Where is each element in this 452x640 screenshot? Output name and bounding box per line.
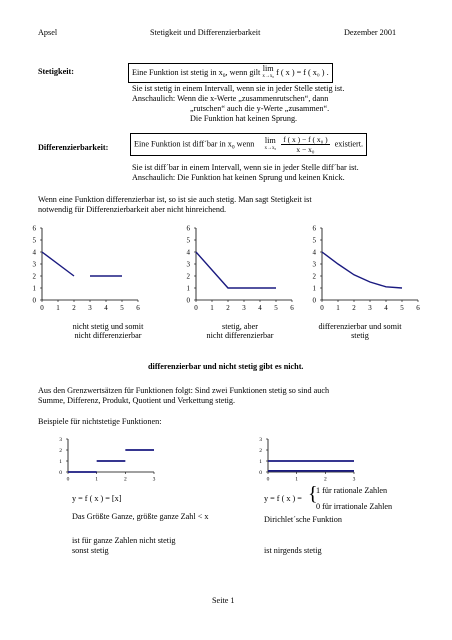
examples-heading: Beispiele für nichtstetige Funktionen:	[38, 417, 162, 426]
y-tick-label: 1	[312, 284, 316, 293]
x-tick-label: 2	[72, 304, 76, 312]
chart-dirichlet-function	[256, 434, 364, 486]
y-tick-label: 3	[59, 436, 62, 443]
x-tick-label: 2	[323, 476, 327, 483]
y-tick-label: 3	[312, 260, 316, 269]
stetigkeit-line5: Die Funktion hat keinen Sprung.	[190, 114, 298, 123]
stetigkeit-definition: Eine Funktion ist stetig in $x_0$, wenn gilt lim x→x₀ f ( x ) = f ( x₀ ) .	[128, 63, 333, 83]
y-tick-label: 0	[259, 469, 262, 476]
y-tick-label: 3	[259, 436, 262, 443]
x-tick-label: 1	[56, 304, 60, 312]
bold-statement: differenzierbar und nicht stetig gibt es nicht.	[148, 362, 304, 371]
differenzierbarkeit-label: Differenzierbarkeit:	[38, 143, 109, 152]
x-tick-label: 5	[120, 304, 124, 312]
stetigkeit-label: Stetigkeit:	[38, 67, 74, 76]
y-tick-label: 6	[32, 224, 36, 233]
differenzierbarkeit-line3: Anschaulich: Die Funktion hat keinen Sprung und keinen Knick.	[132, 173, 345, 182]
y-tick-label: 5	[32, 236, 36, 245]
x-tick-label: 1	[210, 304, 214, 312]
series-line-1	[322, 252, 402, 288]
x-tick-label: 5	[400, 304, 404, 312]
y-tick-label: 3	[32, 260, 36, 269]
y-tick-label: 1	[186, 284, 190, 293]
series-line-1	[196, 252, 276, 288]
x-tick-label: 0	[266, 476, 270, 483]
x-tick-label: 3	[152, 476, 156, 483]
example2-note: ist nirgends stetig	[264, 546, 322, 555]
x-tick-label: 6	[290, 304, 294, 312]
y-tick-label: 6	[186, 224, 190, 233]
y-tick-label: 2	[32, 272, 36, 281]
y-tick-label: 0	[32, 296, 36, 305]
y-tick-label: 0	[59, 469, 62, 476]
paragraph1-line1: Wenn eine Funktion differenzierbar ist, so ist sie auch stetig. Man sagt Stetigkeit ist	[38, 195, 312, 204]
example2-description: Dirichlet´sche Funktion	[264, 515, 342, 524]
y-tick-label: 4	[186, 248, 190, 257]
differenzierbarkeit-limit: lim x→x₀	[264, 135, 277, 151]
stetigkeit-limit: lim x→x₀	[262, 64, 275, 79]
stetigkeit-line3: Anschaulich: Wenn die x-Werte „zusammenrutschen“, dann	[132, 94, 329, 103]
chart-stetig-nicht-diffbar	[182, 223, 302, 317]
caption-chart-1: nicht stetig und somit nicht differenzierbar	[72, 322, 144, 340]
example1-description: Das Größte Ganze, größte ganze Zahl < x	[72, 512, 209, 521]
paragraph1-line2: notwendig für Differenzierbarkeit aber nicht hinreichend.	[38, 205, 227, 214]
x-tick-label: 3	[242, 304, 246, 312]
header-author: Apsel	[38, 28, 58, 37]
y-tick-label: 0	[186, 296, 190, 305]
series-line-1	[42, 252, 74, 276]
x-tick-label: 2	[352, 304, 356, 312]
x-tick-label: 0	[66, 476, 70, 483]
example2-case2: 0 für irrationale Zahlen	[316, 502, 393, 511]
x-tick-label: 1	[295, 476, 299, 483]
x-tick-label: 0	[320, 304, 324, 312]
example2-formula: y = f ( x ) =	[264, 494, 302, 503]
y-tick-label: 5	[186, 236, 190, 245]
paragraph2-line1: Aus den Grenzwertsätzen für Funktionen folgt: Sind zwei Funktionen stetig so sind auch	[38, 386, 330, 395]
x-tick-label: 4	[258, 304, 262, 312]
chart-floor-function	[56, 434, 164, 486]
x-tick-label: 2	[123, 476, 127, 483]
caption-chart-3: differenzierbar und somit stetig	[318, 322, 402, 340]
y-tick-label: 2	[259, 447, 262, 454]
x-tick-label: 6	[136, 304, 140, 312]
header-date: Dezember 2001	[344, 28, 397, 37]
example1-note1: ist für ganze Zahlen nicht stetig	[72, 536, 176, 545]
x-tick-label: 6	[416, 304, 420, 312]
y-tick-label: 1	[259, 458, 262, 465]
y-tick-label: 2	[186, 272, 190, 281]
differenzierbarkeit-definition: Eine Funktion ist diff´bar in $x_0$ wenn lim x→x₀ $\frac{\text{f ( x ) − f ( x₀ )}}{\text{x − x₀}}$ existiert.	[130, 133, 367, 156]
chart-nicht-stetig	[28, 223, 148, 317]
x-tick-label: 4	[384, 304, 388, 312]
x-tick-label: 4	[104, 304, 108, 312]
differenzierbarkeit-line2: Sie ist diff´bar in einem Intervall, wenn sie in jeder Stelle diff´bar ist.	[132, 163, 359, 172]
difference-quotient: $\frac{\text{f ( x ) − f ( x₀ )}}{\text{x − x₀}}$	[283, 135, 328, 154]
x-tick-label: 1	[95, 476, 99, 483]
x-tick-label: 5	[274, 304, 278, 312]
stetigkeit-line4: „rutschen“ auch die y-Werte „zusammen“.	[190, 104, 330, 113]
paragraph2-line2: Summe, Differenz, Produkt, Quotient und Verkettung stetig.	[38, 396, 236, 405]
caption-chart-2: stetig, aber nicht differenzierbar	[206, 322, 274, 340]
y-tick-label: 2	[59, 447, 62, 454]
stetigkeit-line2: Sie ist stetig in einem Intervall, wenn sie in jeder Stelle stetig ist.	[132, 84, 345, 93]
y-tick-label: 1	[59, 458, 62, 465]
x-tick-label: 3	[352, 476, 356, 483]
y-tick-label: 4	[32, 248, 36, 257]
y-tick-label: 1	[32, 284, 36, 293]
x-tick-label: 0	[40, 304, 44, 312]
y-tick-label: 2	[312, 272, 316, 281]
page-number: Seite 1	[212, 596, 235, 605]
chart-differenzierbar	[308, 223, 428, 317]
example1-formula: y = f ( x ) = [x]	[72, 494, 122, 503]
x-tick-label: 3	[88, 304, 92, 312]
x-tick-label: 1	[336, 304, 340, 312]
x-tick-label: 2	[226, 304, 230, 312]
x-tick-label: 3	[368, 304, 372, 312]
y-tick-label: 4	[312, 248, 316, 257]
example2-case1: 1 für rationale Zahlen	[316, 486, 388, 495]
example2-brace: {	[308, 483, 318, 505]
y-tick-label: 3	[186, 260, 190, 269]
y-tick-label: 0	[312, 296, 316, 305]
y-tick-label: 6	[312, 224, 316, 233]
header-title: Stetigkeit und Differenzierbarkeit	[150, 28, 261, 37]
example1-note2: sonst stetig	[72, 546, 109, 555]
y-tick-label: 5	[312, 236, 316, 245]
x-tick-label: 0	[194, 304, 198, 312]
